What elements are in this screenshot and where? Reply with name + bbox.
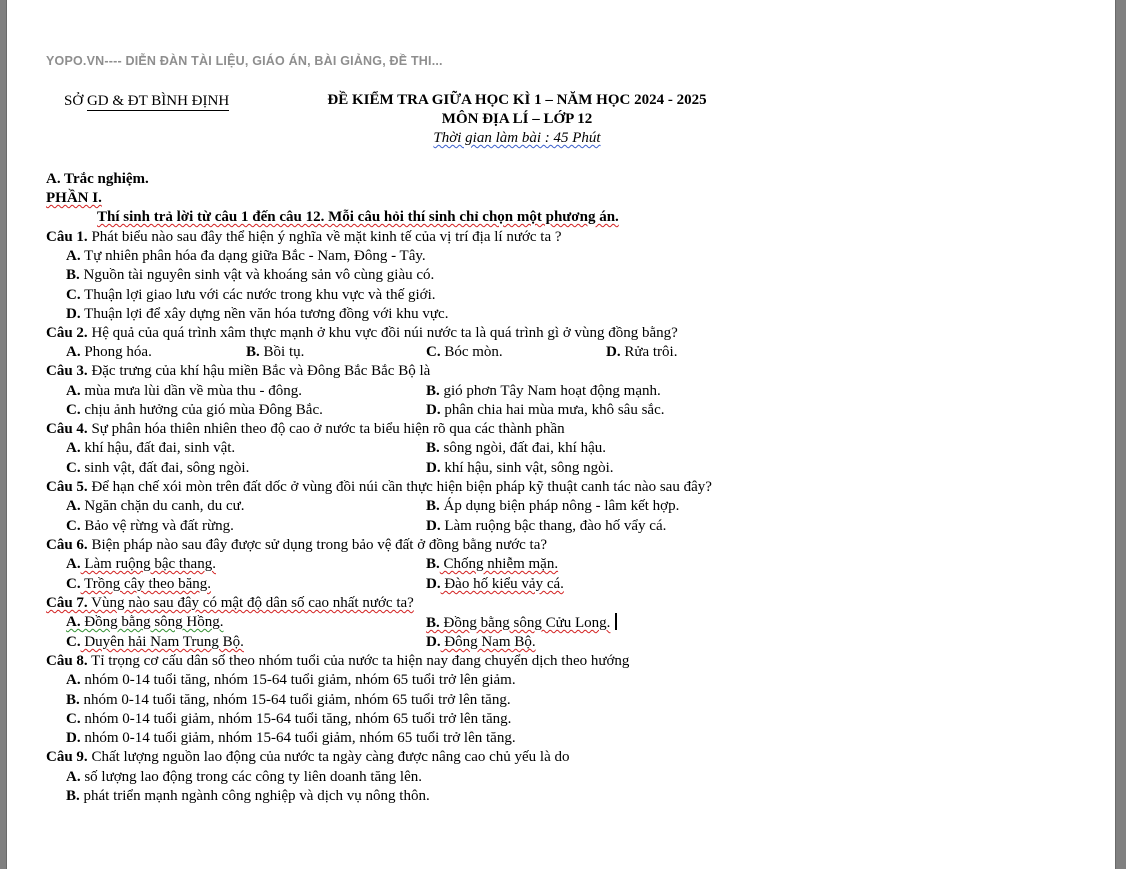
option-text: Bồi tụ. — [259, 344, 305, 360]
question-label: Câu 2. — [46, 325, 88, 341]
question-4 — [46, 420, 565, 438]
option-text: Làm ruộng bậc thang, đào hố vẩy cá. — [440, 518, 667, 534]
q6-option-b — [426, 555, 558, 573]
section-label: A. Trắc nghiệm. — [46, 171, 149, 187]
option-key: C. — [66, 287, 81, 303]
option-text: khí hậu, sinh vật, sông ngòi. — [440, 460, 614, 476]
q6-option-c — [66, 575, 211, 593]
question-text: Đặc trưng của khí hậu miền Bắc và Đông Bắc Bắc Bộ là — [87, 363, 431, 379]
question-text: Biện pháp nào sau đây được sử dụng trong bảo vệ đất ở đồng bằng nước ta? — [87, 537, 548, 553]
option-key: A. — [66, 614, 81, 630]
q2-option-b — [246, 343, 304, 361]
option-text: Áp dụng biện pháp nông - lâm kết hợp. — [439, 498, 680, 514]
q3-option-b — [426, 382, 661, 400]
q7-option-c — [66, 633, 244, 651]
q2-option-c — [426, 343, 503, 361]
option-text: sinh vật, đất đai, sông ngòi. — [80, 460, 250, 476]
option-key: D. — [426, 460, 441, 476]
part-label — [46, 189, 102, 207]
question-text: Phát biểu nào sau đây thể hiện ý nghĩa về mặt kinh tế của vị trí địa lí nước ta ? — [87, 229, 562, 245]
q1-option-c — [66, 286, 436, 304]
option-text: Duyên hải Nam Trung Bộ. — [80, 634, 244, 650]
option-key: D. — [606, 344, 621, 360]
option-key: A. — [66, 498, 81, 514]
q4-option-d — [426, 459, 614, 477]
option-key: B. — [66, 267, 80, 283]
part-label-text: PHẦN I. — [46, 190, 102, 206]
option-text: số lượng lao động trong các công ty liên doanh tăng lên. — [80, 769, 422, 785]
q4-option-c — [66, 459, 249, 477]
option-text: Trồng cây theo băng. — [80, 576, 212, 592]
q8-option-c — [66, 710, 511, 728]
question-8 — [46, 652, 629, 670]
exam-subject: MÔN ĐỊA LÍ – LỚP 12 — [441, 111, 593, 127]
option-text: Đồng bằng sông Cửu Long. — [439, 615, 611, 631]
option-text: Phong hóa. — [80, 344, 152, 360]
option-text: Ngăn chặn du canh, du cư. — [80, 498, 245, 514]
question-9 — [46, 748, 570, 766]
q3-option-d — [426, 401, 665, 419]
option-key: C. — [66, 518, 81, 534]
q8-option-d — [66, 729, 516, 747]
option-text: Làm ruộng bậc thang. — [80, 556, 216, 572]
option-text: sông ngòi, đất đai, khí hậu. — [439, 440, 606, 456]
instruction-text: Thí sinh trả lời từ câu 1 đến câu 12. Mỗi câu hỏi thí sinh chỉ chọn một phương án. — [97, 209, 619, 225]
question-1 — [46, 228, 562, 246]
option-text: Đào hố kiểu vảy cá. — [440, 576, 564, 592]
q6-option-d — [426, 575, 564, 593]
question-text: Sự phân hóa thiên nhiên theo độ cao ở nước ta biểu hiện rõ qua các thành phần — [87, 421, 565, 437]
option-text: Đông Nam Bộ. — [440, 634, 536, 650]
option-key: A. — [66, 344, 81, 360]
q1-option-d — [66, 305, 448, 323]
q7-option-b — [426, 613, 617, 632]
option-text: Thuận lợi để xây dựng nền văn hóa tương đồng với khu vực. — [80, 306, 449, 322]
question-label: Câu 1. — [46, 229, 88, 245]
option-text: Đồng bằng sông Hồng. — [80, 614, 224, 630]
option-text: nhóm 0-14 tuổi giảm, nhóm 15-64 tuổi tăng, nhóm 65 tuổi trở lên tăng. — [80, 711, 512, 727]
q4-option-b — [426, 439, 606, 457]
q3-option-a — [66, 382, 302, 400]
question-2 — [46, 324, 678, 342]
option-key: C. — [66, 711, 81, 727]
q5-option-a — [66, 497, 245, 515]
q3-option-c — [66, 401, 323, 419]
option-key: D. — [66, 730, 81, 746]
department-underlined: GD & ĐT BÌNH ĐỊNH — [86, 93, 230, 109]
question-7 — [46, 594, 414, 612]
option-key: A. — [66, 769, 81, 785]
option-text: Tự nhiên phân hóa đa dạng giữa Bắc - Nam, Đông - Tây. — [80, 248, 426, 264]
option-key: B. — [66, 788, 80, 804]
option-key: B. — [426, 440, 440, 456]
question-text: Để hạn chế xói mòn trên đất dốc ở vùng đồi núi cần thực hiện biện pháp kỹ thuật canh tác nào sau đây? — [87, 479, 712, 495]
question-text: Vùng nào sau đây có mật độ dân số cao nhất nước ta? — [87, 595, 414, 611]
option-key: D. — [426, 634, 441, 650]
option-key: C. — [66, 460, 81, 476]
option-text: Thuận lợi giao lưu với các nước trong khu vực và thế giới. — [80, 287, 436, 303]
question-label: Câu 6. — [46, 537, 88, 553]
q9-option-b — [66, 787, 430, 805]
question-label: Câu 5. — [46, 479, 88, 495]
document-page — [6, 0, 1116, 869]
option-key: D. — [426, 518, 441, 534]
option-text: khí hậu, đất đai, sinh vật. — [80, 440, 236, 456]
q2-option-d — [606, 343, 677, 361]
option-key: B. — [426, 556, 440, 572]
question-label: Câu 3. — [46, 363, 88, 379]
q2-option-a — [66, 343, 152, 361]
site-watermark-note: YOPO.VN---- DIỄN ĐÀN TÀI LIỆU, GIÁO ÁN, BÀI GIẢNG, ĐỀ THI... — [46, 54, 443, 68]
option-text: Bảo vệ rừng và đất rừng. — [80, 518, 234, 534]
exam-duration — [207, 130, 827, 147]
question-label: Câu 7. — [46, 595, 88, 611]
q5-option-b — [426, 497, 679, 515]
option-text: phát triển mạnh ngành công nghiệp và dịch vụ nông thôn. — [79, 788, 430, 804]
q8-option-a — [66, 671, 516, 689]
option-key: B. — [426, 498, 440, 514]
option-text: mùa mưa lùi dần về mùa thu - đông. — [80, 383, 303, 399]
q9-option-a — [66, 768, 422, 786]
option-key: A. — [66, 248, 81, 264]
q8-option-b — [66, 691, 511, 709]
option-key: A. — [66, 556, 81, 572]
q4-option-a — [66, 439, 235, 457]
question-label: Câu 4. — [46, 421, 88, 437]
option-text: phân chia hai mùa mưa, khô sâu sắc. — [440, 402, 665, 418]
exam-duration-text: Thời gian làm bài : 45 Phút — [433, 130, 601, 146]
option-key: C. — [66, 576, 81, 592]
exam-title: ĐỀ KIỂM TRA GIỮA HỌC KÌ 1 – NĂM HỌC 2024 - 2025 — [327, 92, 707, 108]
question-text: Hệ quả của quá trình xâm thực mạnh ở khu vực đồi núi nước ta là quá trình gì ở vùng đồng bằng? — [87, 325, 678, 341]
option-key: A. — [66, 440, 81, 456]
option-text: chịu ảnh hưởng của gió mùa Đông Bắc. — [80, 402, 323, 418]
option-key: C. — [66, 634, 81, 650]
option-key: A. — [66, 383, 81, 399]
option-key: C. — [66, 402, 81, 418]
question-6 — [46, 536, 547, 554]
option-text: Bóc mòn. — [440, 344, 503, 360]
department-prefix: SỞ — [64, 93, 87, 109]
option-key: B. — [246, 344, 260, 360]
question-text: Tỉ trọng cơ cấu dân số theo nhóm tuổi của nước ta hiện nay đang chuyển dịch theo hướng — [87, 653, 630, 669]
option-key: B. — [66, 692, 80, 708]
option-text: nhóm 0-14 tuổi tăng, nhóm 15-64 tuổi giảm, nhóm 65 tuổi trở lên tăng. — [79, 692, 511, 708]
option-key: B. — [426, 615, 440, 631]
q1-option-a — [66, 247, 426, 265]
question-5 — [46, 478, 712, 496]
option-text: Chống nhiễm mặn. — [439, 556, 559, 572]
option-key: C. — [426, 344, 441, 360]
option-key: D. — [426, 576, 441, 592]
option-text: Nguồn tài nguyên sinh vật và khoáng sản vô cùng giàu có. — [79, 267, 435, 283]
text-cursor — [615, 613, 617, 630]
question-3 — [46, 362, 430, 380]
department-name — [64, 93, 229, 110]
q1-option-b — [66, 266, 434, 284]
option-text: gió phơn Tây Nam hoạt động mạnh. — [439, 383, 661, 399]
q5-option-d — [426, 517, 666, 535]
option-key: D. — [66, 306, 81, 322]
option-text: Rửa trôi. — [620, 344, 678, 360]
q6-option-a — [66, 555, 216, 573]
q7-option-d — [426, 633, 536, 651]
option-text: nhóm 0-14 tuổi giảm, nhóm 15-64 tuổi giảm, nhóm 65 tuổi trở lên tăng. — [80, 730, 516, 746]
instruction — [97, 208, 619, 226]
q5-option-c — [66, 517, 234, 535]
option-key: D. — [426, 402, 441, 418]
option-key: B. — [426, 383, 440, 399]
question-label: Câu 8. — [46, 653, 88, 669]
option-key: A. — [66, 672, 81, 688]
q7-option-a — [66, 613, 224, 631]
question-text: Chất lượng nguồn lao động của nước ta ngày càng được nâng cao chủ yếu là do — [87, 749, 570, 765]
question-label: Câu 9. — [46, 749, 88, 765]
option-text: nhóm 0-14 tuổi tăng, nhóm 15-64 tuổi giảm, nhóm 65 tuổi trở lên giảm. — [80, 672, 516, 688]
